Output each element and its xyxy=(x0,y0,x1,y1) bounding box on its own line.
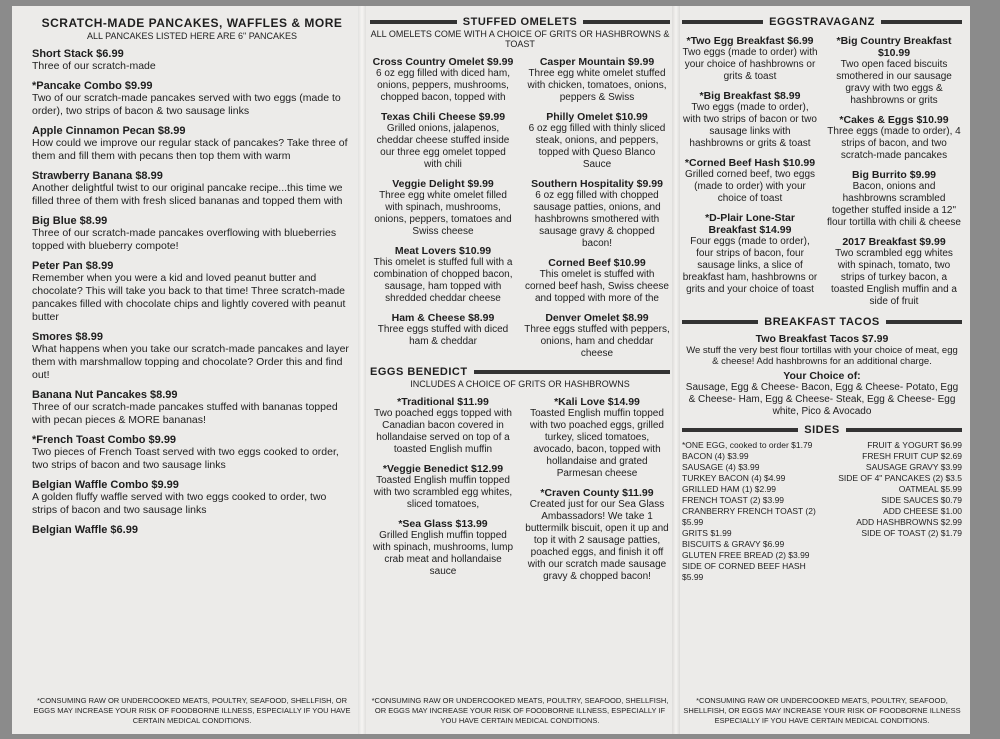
side-item: CRANBERRY FRENCH TOAST (2) $5.99 xyxy=(682,506,816,527)
sides-heading xyxy=(682,424,962,436)
footer-disclaimer: *CONSUMING RAW OR UNDERCOOKED MEATS, POULTRY, SEAFOOD, SHELLFISH, OR EGGS MAY INCREASE YOUR RISK OF FOODBORNE ILLNESS ESPECIALLY IF YOU HAVE CERTAIN MEDICAL CONDITIONS. xyxy=(683,696,961,725)
sides-list xyxy=(682,440,962,583)
tacos-section xyxy=(682,333,962,418)
sides-left-column xyxy=(682,440,819,583)
menu-item xyxy=(524,257,670,305)
divider xyxy=(370,20,457,24)
menu-item-desc: Two pieces of French Toast served with two eggs cooked to order, two strips of bacon and two sausage links xyxy=(32,446,339,471)
menu-item-name: Smores $8.99 xyxy=(32,331,103,343)
menu-item xyxy=(826,169,962,229)
menu-item xyxy=(32,479,352,517)
menu-item-name: *Pancake Combo $9.99 xyxy=(32,80,153,92)
menu-item-name: Strawberry Banana $8.99 xyxy=(32,170,163,182)
menu-item-desc: Toasted English muffin topped with two poached eggs, grilled turkey, sliced tomatoes, avocado, bacon, topped with hollandaise and grated Parmesan cheese xyxy=(530,408,664,479)
benedict-right-column xyxy=(524,389,670,583)
menu-item-name: *French Toast Combo $9.99 xyxy=(32,434,177,446)
menu-item-name: *Kali Love $14.99 xyxy=(554,396,640,408)
eggstravaganz-left-column xyxy=(682,28,818,308)
menu-item-desc: Three eggs stuffed with diced ham & cheddar xyxy=(377,324,509,347)
footer-disclaimer: *CONSUMING RAW OR UNDERCOOKED MEATS, POULTRY, SEAFOOD, SHELLFISH, OR EGGS MAY INCREASE YOUR RISK OF FOODBORNE ILLNESS, ESPECIALLY IF YOU HAVE CERTAIN MEDICAL CONDITIONS. xyxy=(33,696,351,725)
menu-item-name: Veggie Delight $9.99 xyxy=(392,178,494,190)
divider xyxy=(583,20,670,24)
menu-item-desc: Toasted English muffin topped with two scrambled egg whites, sliced tomatoes, xyxy=(373,475,513,510)
divider xyxy=(886,320,962,324)
menu-item-name: Banana Nut Pancakes $8.99 xyxy=(32,389,178,401)
menu-item-name: *Veggie Benedict $12.99 xyxy=(382,463,504,475)
divider xyxy=(474,370,670,374)
menu-item-name: *Two Egg Breakfast $6.99 xyxy=(686,35,814,47)
fold-line xyxy=(358,6,366,734)
eggstravaganz-panel xyxy=(682,16,962,726)
menu-item-desc: Grilled corned beef, two eggs (made to order) with your choice of toast xyxy=(684,169,816,204)
menu-item-desc: Two scrambled egg whites with spinach, tomato, two strips of turkey bacon, a toasted English muffin and a side of fruit xyxy=(830,248,957,307)
menu-item xyxy=(370,312,516,348)
side-item: SIDE OF CORNED BEEF HASH $5.99 xyxy=(682,561,806,582)
menu-item xyxy=(826,236,962,308)
omelets-heading xyxy=(370,16,670,28)
menu-item-desc: 6 oz egg filled with diced ham, onions, peppers, mushrooms, chopped bacon, topped with xyxy=(376,68,510,103)
menu-item-name: Cross Country Omelet $9.99 xyxy=(372,56,514,68)
side-item: OATMEAL $5.99 xyxy=(898,484,962,494)
menu-item-name: Casper Mountain $9.99 xyxy=(539,56,655,68)
menu-item-desc: Two eggs (made to order) with your choice of hashbrowns or grits & toast xyxy=(682,47,818,82)
side-item: SAUSAGE GRAVY $3.99 xyxy=(865,462,962,472)
menu-item xyxy=(32,170,352,208)
benedict-heading xyxy=(370,366,670,378)
omelets-left-column xyxy=(370,49,516,360)
sides-right-column xyxy=(825,440,962,583)
menu-item-name: Philly Omelet $10.99 xyxy=(546,111,648,123)
menu-item-desc: Three egg white omelet stuffed with chicken, tomatoes, onions, peppers & Swiss xyxy=(527,68,667,103)
menu-item-desc: Grilled onions, jalapenos, cheddar cheese stuffed inside our three egg omelet topped with chili xyxy=(376,123,510,170)
menu-item xyxy=(524,312,670,360)
menu-item xyxy=(682,157,818,205)
side-item: SIDE SAUCES $0.79 xyxy=(881,495,962,505)
menu-item-name: 2017 Breakfast $9.99 xyxy=(842,236,946,248)
side-item: BISCUITS & GRAVY $6.99 xyxy=(682,539,785,549)
menu-item-name: Meat Lovers $10.99 xyxy=(394,245,492,257)
side-item: GRILLED HAM (1) $2.99 xyxy=(682,484,777,494)
menu-item-desc: Four eggs (made to order), four strips of bacon, four sausage links, a slice of breakfast ham, hashbrowns or grits and your choice of toast xyxy=(682,236,818,295)
menu-item-name: *D-Plair Lone-Star Breakfast $14.99 xyxy=(705,212,795,236)
side-item: SAUSAGE (4) $3.99 xyxy=(682,462,760,472)
menu-item-desc: Three eggs stuffed with peppers, onions, ham and cheddar cheese xyxy=(524,324,670,359)
menu-paper xyxy=(12,6,970,734)
menu-item-desc: A golden fluffy waffle served with two eggs cooked to order, two strips of bacon and two sausage links xyxy=(32,491,327,516)
side-item: FRUIT & YOGURT $6.99 xyxy=(867,440,962,450)
menu-item xyxy=(32,260,352,324)
menu-item-name: *Big Breakfast $8.99 xyxy=(699,90,801,102)
menu-item-name: Texas Chili Cheese $9.99 xyxy=(380,111,506,123)
menu-item-desc: Created just for our Sea Glass Ambassadors! We take 1 buttermilk biscuit, open it up and top it with 2 sausage patties, poached eggs, and finish it off with our scratch made sausage gravy & chopped bacon! xyxy=(525,499,669,582)
footer-disclaimer: *CONSUMING RAW OR UNDERCOOKED MEATS, POULTRY, SEAFOOD, SHELLFISH, OR EGGS MAY INCREASE YOUR RISK OF FOODBORNE ILLNESS, ESPECIALLY IF YOU HAVE CERTAIN MEDICAL CONDITIONS. xyxy=(371,696,669,725)
divider xyxy=(682,320,758,324)
menu-item-desc: 6 oz egg filled with chopped sausage patties, onions, and hashbrowns smothered with sausage gravy & chopped bacon! xyxy=(533,190,661,249)
menu-item-desc: Three eggs (made to order), 4 strips of bacon, and two scratch-made pancakes xyxy=(827,126,961,161)
menu-item xyxy=(32,215,352,253)
menu-item xyxy=(32,80,352,118)
fold-line xyxy=(672,6,680,734)
menu-item-name: Peter Pan $8.99 xyxy=(32,260,114,272)
menu-item-name: Big Blue $8.99 xyxy=(32,215,108,227)
menu-item xyxy=(524,178,670,250)
menu-item-name: Belgian Waffle Combo $9.99 xyxy=(32,479,179,491)
menu-item-desc: How could we improve our regular stack of pancakes? Take three of them and fill them with pecans then top them with warm xyxy=(32,137,348,162)
side-item: GLUTEN FREE BREAD (2) $3.99 xyxy=(682,550,810,560)
menu-item xyxy=(32,48,352,73)
sides-title: SIDES xyxy=(804,424,840,436)
menu-item-desc: Two of our scratch-made pancakes served with two eggs (made to order), two strips of bacon & two sausage links xyxy=(32,92,341,117)
side-item: FRENCH TOAST (2) $3.99 xyxy=(682,495,785,505)
menu-item xyxy=(524,56,670,104)
menu-item-name: Short Stack $6.99 xyxy=(32,48,124,60)
benedict-subtitle: INCLUDES A CHOICE OF GRITS OR HASHBROWNS xyxy=(410,379,630,389)
tacos-title: BREAKFAST TACOS xyxy=(764,316,880,328)
menu-item xyxy=(32,524,352,536)
menu-item-desc: Three of our scratch-made xyxy=(32,60,156,72)
menu-item-desc: Bacon, onions and hashbrowns scrambled together stuffed inside a 12" flour tortilla with chili & cheese xyxy=(827,181,961,228)
menu-item-desc: What happens when you take our scratch-made pancakes and layer them with marshmallow topping and chocolate? Order this and find out! xyxy=(32,343,349,381)
eggstravaganz-heading xyxy=(682,16,962,28)
omelets-right-column xyxy=(524,49,670,360)
menu-item xyxy=(826,114,962,162)
menu-item-name: Ham & Cheese $8.99 xyxy=(391,312,495,324)
side-item: *ONE EGG, cooked to order $1.79 xyxy=(682,440,813,450)
divider xyxy=(881,20,962,24)
menu-item xyxy=(370,178,516,238)
side-item: SIDE OF 4" PANCAKES (2) $3.5 xyxy=(838,473,962,483)
pancake-list xyxy=(32,48,352,536)
menu-item xyxy=(826,35,962,107)
menu-item xyxy=(524,396,670,480)
menu-item-name: *Craven County $11.99 xyxy=(540,487,654,499)
menu-item-desc: 6 oz egg filled with thinly sliced steak, onions, and peppers, topped with Queso Blanco Sauce xyxy=(528,123,666,170)
pancakes-panel xyxy=(32,16,352,726)
menu-item-name: *Corned Beef Hash $10.99 xyxy=(684,157,816,169)
tacos-name: Two Breakfast Tacos $7.99 xyxy=(755,333,889,345)
menu-item-desc: Three egg white omelet filled with spinach, mushrooms, onions, peppers, tomatoes and Swiss cheese xyxy=(374,190,512,237)
side-item: TURKEY BACON (4) $4.99 xyxy=(682,473,786,483)
menu-item-desc: Remember when you were a kid and loved peanut butter and chocolate? This will take you back to that time! Three scratch-made pancakes filled with chocolate chips and lightly covered with peanut butter xyxy=(32,272,346,323)
menu-item xyxy=(524,487,670,583)
divider xyxy=(846,428,962,432)
menu-item-name: Corned Beef $10.99 xyxy=(548,257,646,269)
menu-item-name: *Traditional $11.99 xyxy=(397,396,489,408)
tacos-choice-title: Your Choice of: xyxy=(783,370,861,382)
menu-item-name: *Sea Glass $13.99 xyxy=(398,518,488,530)
omelets-subtitle: ALL OMELETS COME WITH A CHOICE OF GRITS OR HASHBROWNS & TOAST xyxy=(370,29,670,49)
omelets-panel xyxy=(370,16,670,726)
side-item: ADD CHEESE $1.00 xyxy=(883,506,962,516)
pancakes-subtitle: ALL PANCAKES LISTED HERE ARE 6" PANCAKES xyxy=(86,31,298,41)
menu-item-name: *Cakes & Eggs $10.99 xyxy=(839,114,949,126)
eggstravaganz-right-column xyxy=(826,28,962,308)
menu-item-desc: This omelet is stuffed with corned beef hash, Swiss cheese and topped with more of the xyxy=(525,269,669,304)
side-item: SIDE OF TOAST (2) $1.79 xyxy=(861,528,962,538)
menu-item xyxy=(370,396,516,456)
menu-item xyxy=(370,518,516,578)
menu-item-name: Southern Hospitality $9.99 xyxy=(531,178,663,190)
menu-item-desc: Grilled English muffin topped with spinach, mushrooms, lump crab meat and hollandaise sauce xyxy=(372,530,514,577)
side-item: ADD HASHBROWNS $2.99 xyxy=(856,517,962,527)
tacos-choices: Sausage, Egg & Cheese- Bacon, Egg & Cheese- Potato, Egg & Cheese- Ham, Egg & Cheese- Steak, Egg & Cheese- Egg white, Pico & Avocado xyxy=(685,382,959,417)
menu-item xyxy=(370,56,516,104)
menu-item-name: Belgian Waffle $6.99 xyxy=(32,524,138,536)
benedict-left-column xyxy=(370,389,516,583)
menu-item-desc: This omelet is stuffed full with a combination of chopped bacon, sausage, ham topped with shredded cheddar cheese xyxy=(373,257,513,304)
tacos-heading xyxy=(682,316,962,328)
menu-item-desc: Two eggs (made to order), with two strips of bacon or two sausage links with hashbrowns or grits & toast xyxy=(683,102,817,149)
menu-item-desc: Three of our scratch-made pancakes overflowing with blueberries topped with blueberry compote! xyxy=(32,227,337,252)
menu-item-desc: Another delightful twist to our original pancake recipe...this time we filled three of them with fresh sliced bananas and topped them with xyxy=(32,182,343,207)
menu-item-desc: Three of our scratch-made pancakes stuffed with bananas topped with pecan pieces & MORE bananas! xyxy=(32,401,338,426)
side-item: FRESH FRUIT CUP $2.69 xyxy=(862,451,962,461)
menu-item-desc: Two poached eggs topped with Canadian bacon covered in hollandaise served on top of a toasted English muffin xyxy=(374,408,512,455)
omelets-title: STUFFED OMELETS xyxy=(462,16,578,28)
menu-item-name: Denver Omelet $8.99 xyxy=(545,312,649,324)
menu-item xyxy=(682,90,818,150)
menu-item xyxy=(682,212,818,296)
side-item: GRITS $1.99 xyxy=(682,528,732,538)
side-item: BACON (4) $3.99 xyxy=(682,451,749,461)
menu-item xyxy=(370,111,516,171)
menu-item xyxy=(370,463,516,511)
benedict-title: EGGS BENEDICT xyxy=(370,366,468,378)
divider xyxy=(682,20,763,24)
menu-item xyxy=(524,111,670,171)
menu-item-name: Apple Cinnamon Pecan $8.99 xyxy=(32,125,186,137)
menu-item xyxy=(32,434,352,472)
menu-item-name: *Big Country Breakfast $10.99 xyxy=(836,35,952,59)
tacos-desc: We stuff the very best flour tortillas with your choice of meat, egg & cheese! Add hashbrowns for an additional charge. xyxy=(686,345,958,367)
menu-item xyxy=(32,331,352,382)
divider xyxy=(682,428,798,432)
menu-item xyxy=(32,125,352,163)
eggstravaganz-title: EGGSTRAVAGANZ xyxy=(769,16,875,28)
menu-item xyxy=(32,389,352,427)
menu-item-desc: Two open faced biscuits smothered in our sausage gravy with two eggs & hashbrowns or grits xyxy=(836,59,952,106)
menu-item-name: Big Burrito $9.99 xyxy=(851,169,937,181)
menu-item xyxy=(682,35,818,83)
menu-item xyxy=(370,245,516,305)
pancakes-title: SCRATCH-MADE PANCAKES, WAFFLES & MORE xyxy=(41,16,343,30)
